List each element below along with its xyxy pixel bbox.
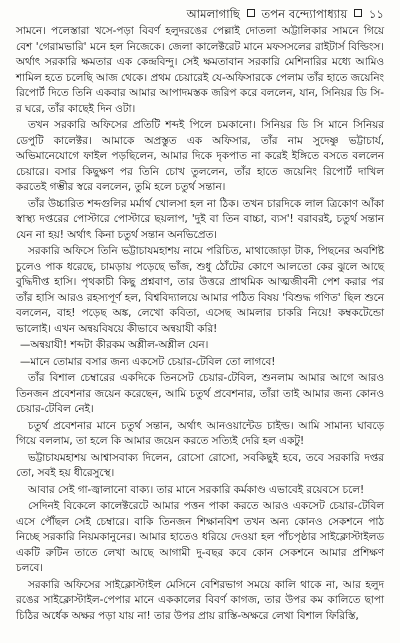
dialog-line: —অন্বয়াযী! শব্দটা কীরকম অশ্লীল-অশ্লীল যেন। — [20, 339, 209, 351]
dialog-line: —মানে তোমার বসার জন্য একসেট চেয়ার-টেবিল তো লাগবে! — [20, 355, 276, 368]
book-title: আমলাগাছি — [186, 7, 240, 21]
paragraph: সরকারি অফিসে তিনি ভট্টাচাযমহাশয় নামে পরিচিত, মাথাজোড়া টাক, পিছনের অবশিষ্ট চুলেও পাক ধরেছে, চামড়ায় পড়েছে ভাঁজ, শুধু ঠোঁটের কোণে আলতো কের ঝুলে আছে বুদ্ধিদীপ্ত হাসি। পৃথকাচী কিছু প্রশ্নবাণ, তার উত্তরে প্রাথমিক আত্মজীবনী পেশ করার পর তাঁর হাসি আরও রহস্যপূর্ণ হল, বিশ্ববিদ্যালয়ে আমার পঠিত বিষয় 'বিশুদ্ধ গণিত' ছিল শুনে বললেন, বাহ! পড়েছ অঙ্ক, লেখো কবিতা, এসেছ আমলার চাকরি নিয়ে! কম্বকটেন্ডো ভালোই। এখন অন্বয়বিষয়ে কীভাবে অন্বয়াযী করি! — [16, 245, 384, 335]
paragraph: ভট্টাচাযমহাশয় আশ্বাসবাক্য দিলেন, রোসো রোসো, সবকিছুই হবে, তবে সরকারি দপ্তর তো, সবই হয় ধীরেসুস্থে। — [16, 451, 384, 479]
separator-box-icon — [247, 9, 255, 17]
page-number: ১১ — [368, 7, 384, 21]
paragraph: তাঁর বিশাল চেম্বারের একদিকে তিনসেট চেয়ার-টেবিল, শুনলাম আমার আগে আরও তিনজন প্রবেশনার জয়েন করেছেন, আমি চতুর্থ প্রবেশনার, তাঁরা তাই আমার জন্য কোনও চেয়ার-টেবিল নেই। — [16, 372, 384, 415]
paragraph: তখন সরকারি অফিসের প্রতিটি শব্দই পিলে চমকানো। সিনিয়র ডি সি মানে সিনিয়র ডেপুটি কালেক্টর। আমাকে অপ্রস্তুত এক অফিসার, তাঁর নাম সুদেষ্ণু ভট্টাচার্য, অভিমানেযোগে ফাইল পড়ছিলেন, আমার দিকে দৃকপাত না করেই ইঙ্গিতে বসতে বললেন চেয়ারে। বসার কিছুক্ষণ পর তিনি চোখ তুললেন, তাঁর হাতে জয়েনিং রিপোর্ট দাখিল করতেই গম্ভীর স্বরে বললেন, তুমি হলে চতুর্থ সন্তান। — [16, 119, 384, 193]
separator-box-icon — [354, 9, 362, 17]
running-header — [16, 6, 384, 22]
paragraph: আবার সেই গা-জ্বালানো বাক্য। তার মানে সরকারি কর্মকাণ্ড এভাবেই রয়েবসে চলে! — [28, 483, 365, 496]
paragraph: সামনে। পলেস্তারা খসে-পড়া বিবর্ণ হলুদরঙের পেল্লাই দোতলা অট্টালিকার সামনে গিয়ে বেশ 'গেরামভারি' মনে হল নিজেকে। জেলা কালেক্টরেট মানে মফসসলের রাইটার্স বিল্ডিংস। অর্থাৎ সরকারি ক্ষমতার এক কেন্দ্রবিন্দু। সেই ক্ষমতাবান সরকারি মেশিনারির মধ্যে আমিও শামিল হতে চলেছি আজ থেকে। প্রথম চেয়ারেই যে-অফিসারকে পেলাম তাঁর হাতে জয়েনিং রিপোর্ট দিতে তিনি একবার আমার আপাদমস্তক জরিপ করে বললেন, যান, সিনিয়র ডি সি-র ঘরে, তাঁর কাছেই দিন ওটা। — [16, 25, 384, 115]
author-name: তপন বন্দ্যোপাধ্যায় — [261, 7, 348, 21]
paragraph: সেদিনই বিকেলে কালেক্টরেটে আমার পত্তন পাকা করতে আরও একসেট চেয়ার-টেবিল এসে পৌঁছল সেই চেম্বারে। বাকি তিনজন শিক্ষানবিশ তখন অন্য কোনও সেকশনে পাঠ নিচ্ছে সরকারি নিয়মকানুনের। আমার হাতেও ধরিয়ে দেওয়া হল পাঁচপৃষ্ঠার সাইক্লোস্টাইলড একটি রুটিন তাতে লেখা আছে আগামী দু-বছর কবে কোন সেকশনে আমার প্রশিক্ষণ চলবে। — [16, 500, 384, 574]
body-text — [16, 24, 384, 624]
paragraph: তাঁর উচ্চারিত শব্দগুলির মর্মার্থ খোলসা হল না ঠিক। তখন চারদিকে লাল ত্রিকোণ আঁকা স্বাস্থ্য দপ্তরের পোস্টারে পোস্টারে ছয়লাপ, 'দুই বা তিন বাচ্চা, ব্যস'! বরাবরই, চতুর্থ সন্তান যেন না হয়! অর্থাৎ কিনা চতুর্থ সন্তান অনভিপ্রেত। — [16, 197, 384, 241]
paragraph: সরকারি অফিসের সাইক্লোস্টাইল মেসিনে বেশিরভাগ সময়ে কালি থাকে না, আর হলুদ রঙের সাইক্লোস্টাইল-পেপার মানে এককালের বিবর্ণ কাগজ, তার উপর কম কালিতে ছাপা চিঠির অর্ধেক অক্ষর পড়া যায় না! তার উপর প্রায় রাস্তি-অক্ষরে লেখা বিশাল ফিরিস্তি, — [16, 578, 384, 622]
paragraph: চতুর্থ প্রবেশনার মানে চতুর্থ সন্তান, অর্থাৎ আনওয়ান্টেড চাইল্ড। আমি সামান্য ঘাবড়ে গিয়ে বললাম, তা হলে কি আমার জয়েন করতে সত্যিই দেরি হল একটু! — [16, 419, 384, 447]
